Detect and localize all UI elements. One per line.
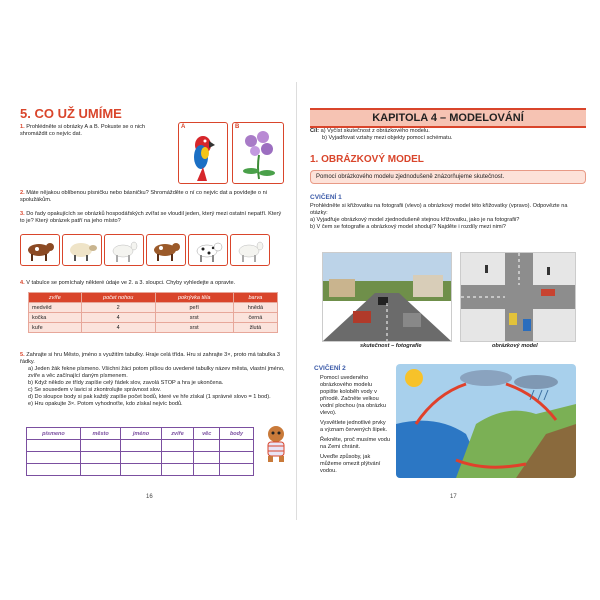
- task-5: [20, 352, 285, 366]
- table-cell: hnědá: [233, 303, 277, 313]
- step-c: c) Se sousedem v lavici si zkontrolujte správnost slov.: [28, 387, 161, 393]
- goal-b: b) Vyjadřovat vztahy mezi objekty pomocí schématu.: [322, 135, 453, 141]
- goals: [310, 128, 586, 142]
- intersection-photo: [322, 252, 452, 342]
- column-header: počet nohou: [81, 293, 155, 303]
- dalmatian-icon: [189, 235, 227, 265]
- exercise-2-paragraph-4: Uveďte způsoby, jak můžeme omezit plýtvání vodou.: [320, 454, 381, 474]
- column-header: pokrývka těla: [155, 293, 233, 303]
- right-page: [300, 82, 594, 520]
- mascot-character-icon: [258, 422, 294, 464]
- intersection-model: [460, 252, 576, 342]
- task-number: 4.: [20, 280, 25, 286]
- task-text: Zahrajte si hru Město, jméno s využitím tabulky. Hraje celá třída. Hru si zahrajte 3×, proto má tabulka 3 řádky.: [20, 352, 280, 365]
- goal-label: Cíl:: [310, 128, 320, 134]
- table-row[interactable]: [27, 452, 254, 464]
- step-a: a) Jeden žák řekne písmeno. Všichni žáci potom píšou do uvedené tabulky název města, vlastní jméno, zvíře a věc začínající daným písmenem.: [28, 366, 285, 379]
- exercise-1-intro: Prohlédněte si křižovatku na fotografii (vlevo) a obrázkový model této křižovatky (vpravo). Odpovězte na otázky:: [310, 203, 568, 216]
- table-header-row: [27, 428, 254, 440]
- orchid-icon: [233, 123, 283, 183]
- animals-table: [28, 292, 278, 333]
- water-cycle-illustration: [396, 364, 576, 478]
- image-b-flower: [232, 122, 284, 184]
- step-b: b) Když někdo ze třídy zapíše celý řádek slov, zavolá STOP a hra je ukončena.: [28, 380, 224, 386]
- task-5-steps: [28, 366, 286, 408]
- sheep-image: [62, 234, 102, 266]
- cow-icon: [147, 235, 185, 265]
- task-number: 5.: [20, 352, 25, 358]
- table-cell: černá: [233, 313, 277, 323]
- column-header: body: [220, 428, 254, 440]
- road-model-icon: [461, 253, 575, 341]
- goat-image-2: [230, 234, 270, 266]
- parrot-icon: [179, 123, 227, 183]
- game-table: [26, 427, 254, 476]
- model-caption: obrázkový model: [492, 343, 538, 349]
- exercise-2-text: [320, 375, 390, 475]
- section-heading: 5. CO UŽ UMÍME: [20, 106, 122, 121]
- table-cell: medvěd: [29, 303, 82, 313]
- exercise-2-title: CVIČENÍ 2: [314, 365, 346, 372]
- chapter-title: KAPITOLA 4 – MODELOVÁNÍ: [310, 108, 586, 128]
- goat-icon: [105, 235, 143, 265]
- table-row: [29, 323, 278, 333]
- table-row: [29, 313, 278, 323]
- question-a: a) Vyjadřuje obrázkový model zjednodušeně stejnou křižovatku, jako je na fotografii?: [310, 217, 520, 223]
- table-row: [29, 303, 278, 313]
- task-text: Do řady opakujících se obrázků hospodářských zvířat se vloudil jeden, který mezi ostatní nepatří. Který to je? Který obrázek patří na jeho místo?: [20, 211, 282, 224]
- cow-image-2: [146, 234, 186, 266]
- table-cell: 2: [81, 303, 155, 313]
- exercise-1-title: CVIČENÍ 1: [310, 194, 342, 201]
- task-number: 2.: [20, 190, 25, 196]
- page-number: 17: [450, 494, 457, 500]
- column-header: písmeno: [27, 428, 81, 440]
- left-page: [6, 82, 297, 520]
- column-header: zvíře: [29, 293, 82, 303]
- table-cell: peří: [155, 303, 233, 313]
- table-cell: 4: [81, 313, 155, 323]
- task-1: [20, 124, 170, 138]
- task-2: [20, 190, 285, 204]
- table-row[interactable]: [27, 464, 254, 476]
- page-number: 16: [146, 494, 153, 500]
- table-cell: srst: [155, 323, 233, 333]
- task-3: [20, 211, 285, 225]
- step-d: d) Do sloupce body si pak každý zapíše počet bodů, které ve hře získal (1 správné slovo = 1 bod).: [28, 394, 271, 400]
- definition-note: Pomocí obrázkového modelu zjednodušeně znázorňujeme skutečnost.: [310, 170, 586, 184]
- image-label: A: [181, 124, 186, 130]
- task-text: Máte nějakou oblíbenou písničku nebo básničku? Shromážděte o ní co nejvíc dat a povídejte o ni spolužákům.: [20, 190, 267, 203]
- cow-icon: [21, 235, 59, 265]
- question-b: b) V čem se fotografie a obrázkový model shodují? Najděte i rozdíly mezi nimi?: [310, 224, 506, 230]
- exercise-2-paragraph-3: Řekněte, proč musíme vodu na Zemi chránit.: [320, 437, 390, 450]
- image-label: B: [235, 124, 240, 130]
- task-number: 1.: [20, 124, 25, 130]
- exercise-2-paragraph-1: Pomocí uvedeného obrázkového modelu popište koloběh vody v přírodě. Začněte velkou vodní plochou (na obrázku vlevo).: [320, 375, 386, 416]
- image-a-parrot: [178, 122, 228, 184]
- table-cell: srst: [155, 313, 233, 323]
- table-cell: kuře: [29, 323, 82, 333]
- goat-image: [104, 234, 144, 266]
- photo-caption: skutečnost – fotografie: [360, 343, 422, 349]
- street-photo-icon: [323, 253, 451, 341]
- column-header: město: [80, 428, 120, 440]
- table-row[interactable]: [27, 440, 254, 452]
- dog-image: [188, 234, 228, 266]
- step-e: e) Hru opakujte 3×. Potom vyhodnoťte, kdo získal nejvíc bodů.: [28, 401, 183, 407]
- table-header-row: [29, 293, 278, 303]
- water-cycle-icon: [396, 364, 576, 478]
- cow-image: [20, 234, 60, 266]
- task-text: V tabulce se pomíchaly některé údaje ve 2. a 3. sloupci. Chyby vyhledejte a opravte.: [26, 280, 236, 286]
- table-cell: kočka: [29, 313, 82, 323]
- goat-icon: [231, 235, 269, 265]
- exercise-1-text: [310, 203, 580, 231]
- exercise-2-paragraph-2: Vysvětlete jednotlivé prvky a význam červených šipek.: [320, 420, 388, 433]
- task-number: 3.: [20, 211, 25, 217]
- column-header: zvíře: [161, 428, 194, 440]
- table-cell: 4: [81, 323, 155, 333]
- task-text: Prohlédněte si obrázky A a B. Pokuste se o nich shromáždit co nejvíc dat.: [20, 124, 146, 137]
- column-header: věc: [194, 428, 220, 440]
- sheep-icon: [63, 235, 101, 265]
- column-header: jméno: [121, 428, 161, 440]
- task-4: [20, 280, 285, 287]
- section-title: 1. OBRÁZKOVÝ MODEL: [310, 154, 424, 165]
- table-cell: žlutá: [233, 323, 277, 333]
- goal-a: a) Vyčíst skutečnost z obrázkového modelu.: [320, 128, 430, 134]
- column-header: barva: [233, 293, 277, 303]
